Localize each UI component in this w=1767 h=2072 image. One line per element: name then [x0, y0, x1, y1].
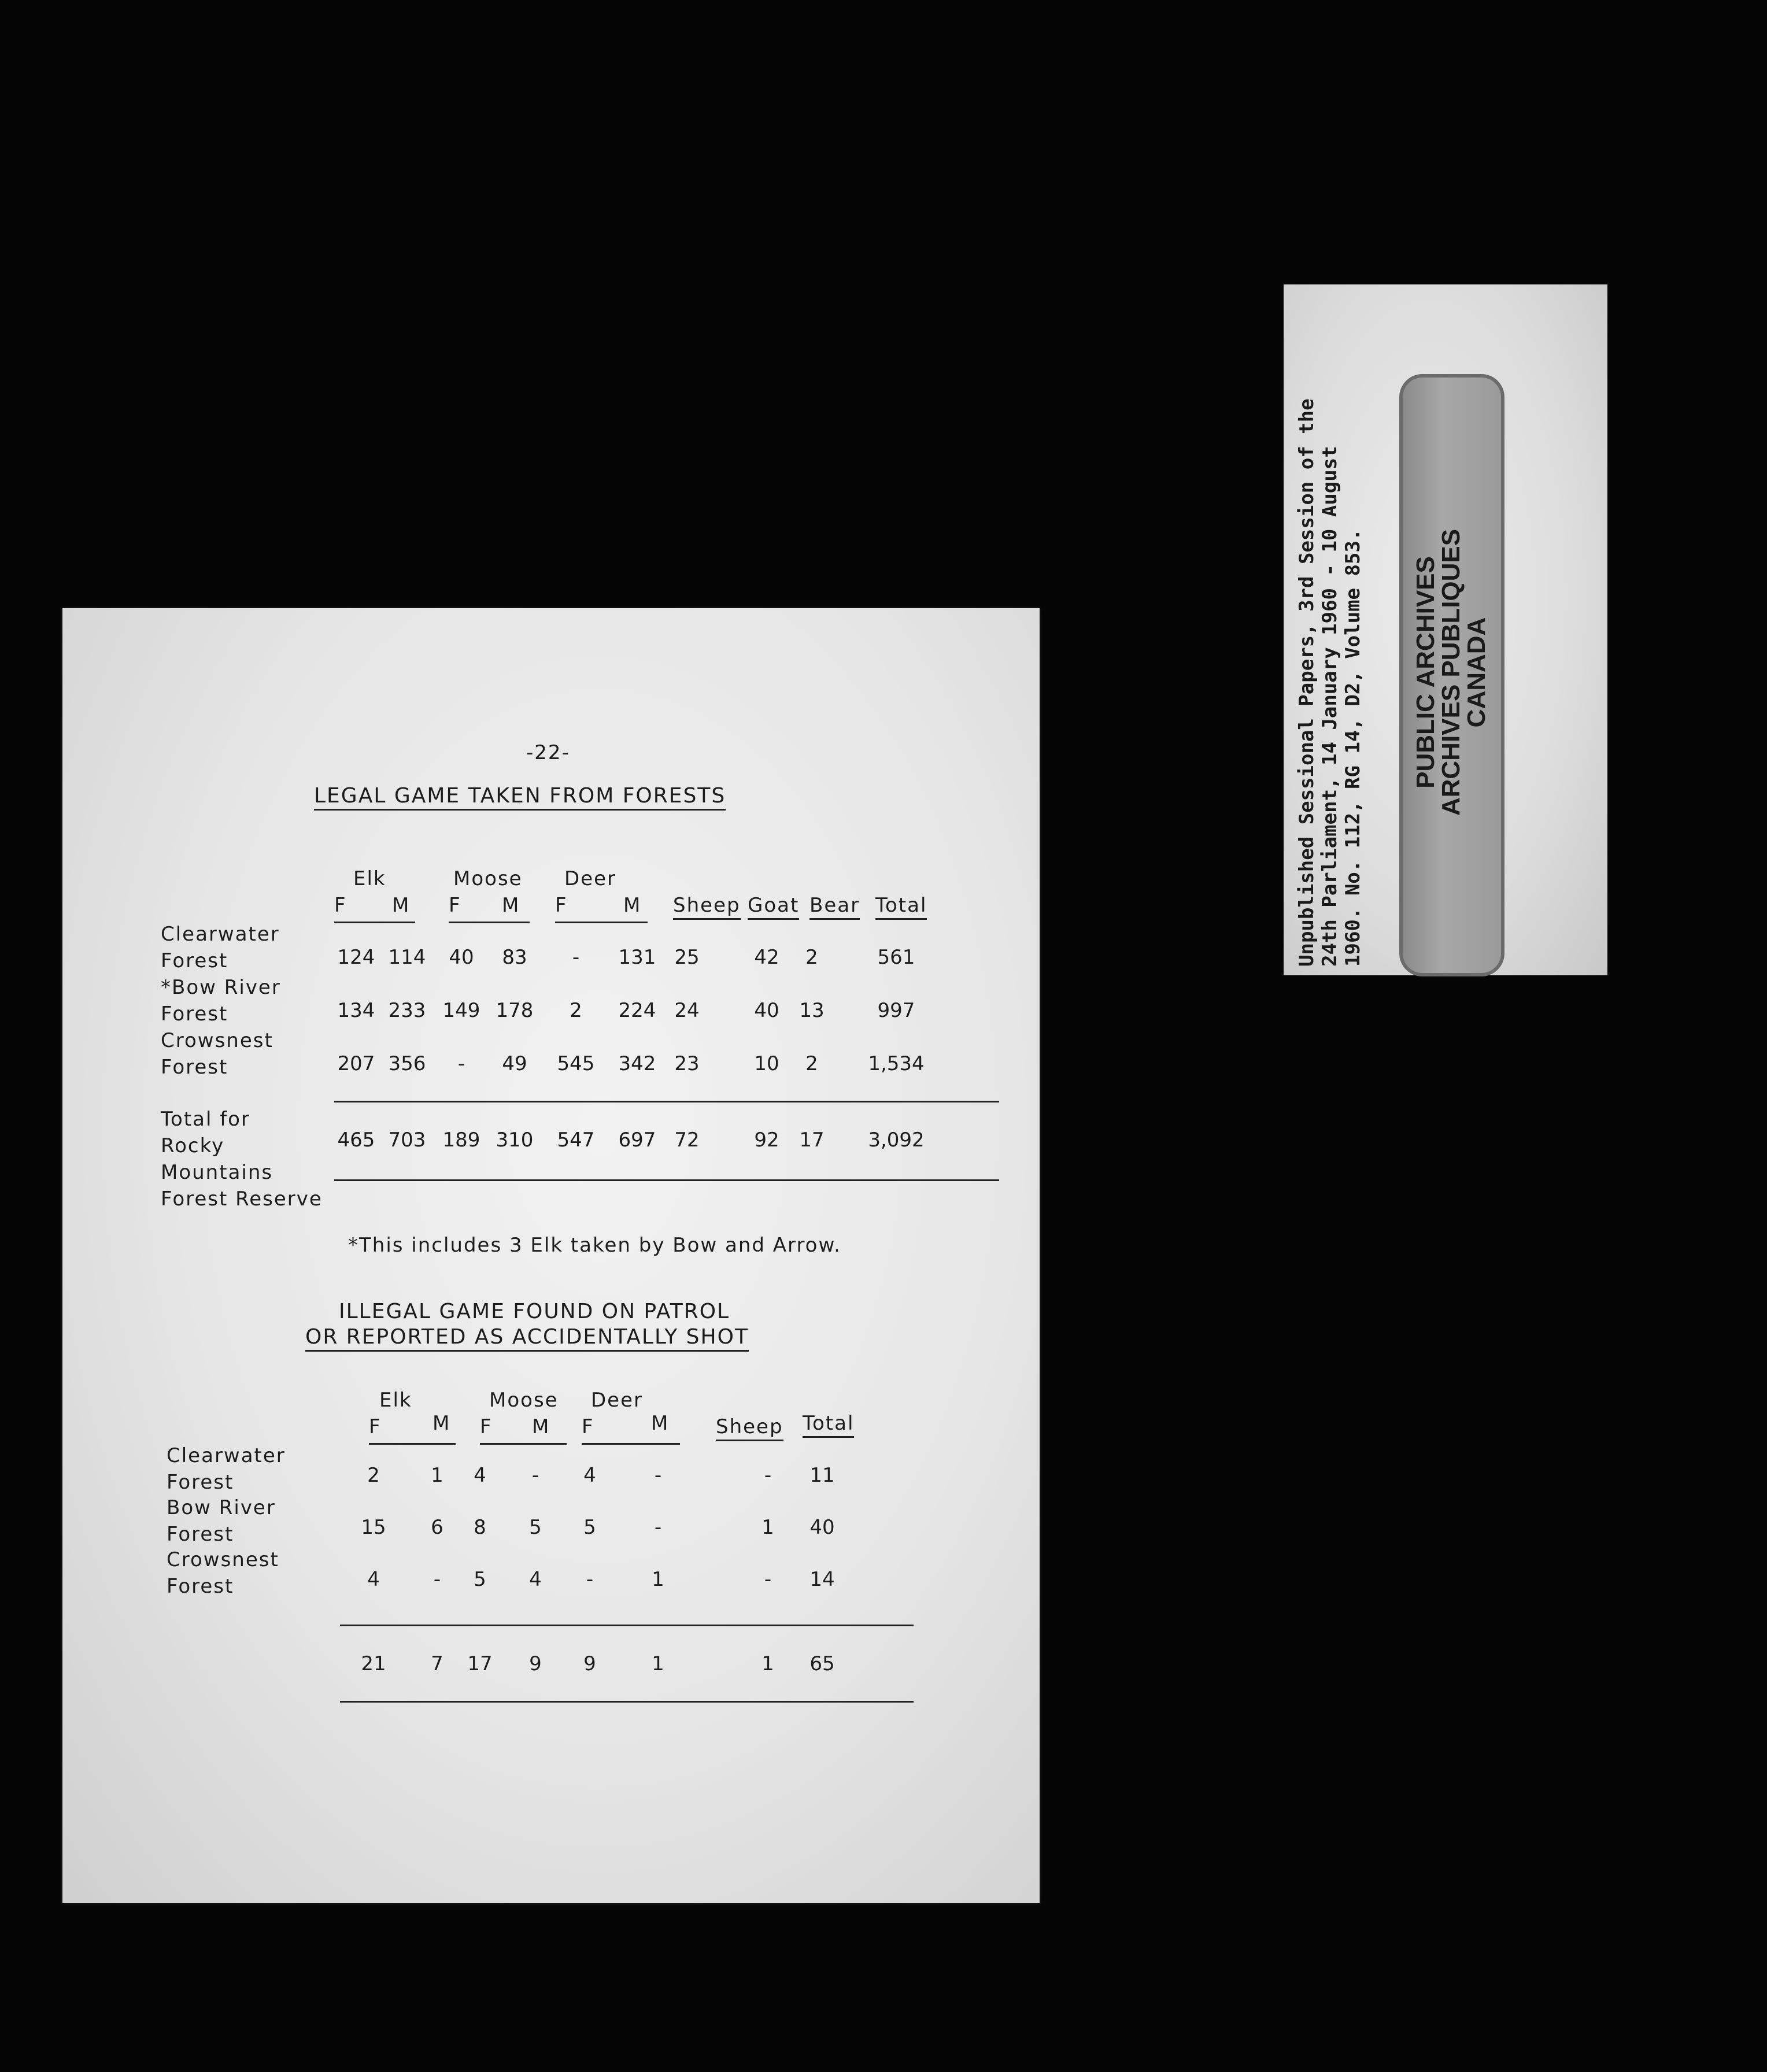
legal-cell: 233 [388, 999, 426, 1022]
legal-cell: 561 [877, 946, 915, 969]
legal-total-cell: 92 [754, 1128, 779, 1152]
legal-subhead-deer-f: F [555, 894, 568, 917]
legal-cell: 83 [502, 946, 527, 969]
illegal-cell: 5 [474, 1568, 486, 1591]
archive-label-card [1284, 284, 1607, 975]
legal-cell: 114 [388, 946, 426, 969]
legal-cell: 25 [674, 946, 700, 969]
stamp-line: PUBLIC ARCHIVES [1411, 556, 1440, 789]
illegal-row-label: Forest [167, 1575, 234, 1598]
illegal-total-rule [340, 1701, 914, 1703]
illegal-cell: 6 [431, 1516, 443, 1539]
legal-subtotal-rule [334, 1101, 999, 1102]
legal-total-cell: 17 [799, 1128, 825, 1152]
legal-subhead-sheep: Sheep [673, 894, 741, 920]
illegal-cell: 15 [361, 1516, 386, 1539]
page-number: -22- [526, 741, 570, 764]
legal-row-label: Forest [161, 1056, 228, 1079]
legal-cell: 24 [674, 999, 700, 1022]
illegal-cell: 8 [474, 1516, 486, 1539]
legal-total-label-2: Rocky [161, 1134, 225, 1157]
legal-subhead-elk-m: M [392, 894, 411, 917]
legal-subhead-elk-f: F [334, 894, 347, 917]
legal-cell: 134 [337, 999, 375, 1022]
illegal-cell: 5 [529, 1516, 542, 1539]
archive-stamp [1399, 374, 1504, 976]
legal-total-cell: 310 [496, 1128, 534, 1152]
illegal-subhead-deer-m: M [651, 1412, 670, 1435]
legal-subhead-goat: Goat [748, 894, 799, 920]
legal-cell: 124 [337, 946, 375, 969]
illegal-cell: - [586, 1568, 594, 1591]
stamp-line: CANADA [1462, 617, 1491, 728]
legal-subhead-deer-m: M [623, 894, 642, 917]
illegal-row-label: Crowsnest [167, 1548, 279, 1571]
legal-total-label-1: Total for [161, 1108, 250, 1131]
legal-cell: 2 [805, 946, 818, 969]
legal-cell: 149 [442, 999, 480, 1022]
illegal-total-cell: 21 [361, 1652, 386, 1675]
legal-group-deer: Deer [564, 867, 616, 890]
archive-citation-line: 24th Parliament, 14 January 1960 - 10 August [1318, 446, 1341, 967]
legal-cell: 342 [618, 1052, 656, 1075]
legal-cell: 224 [618, 999, 656, 1022]
illegal-cell: 2 [367, 1464, 380, 1487]
legal-total-cell: 3,092 [868, 1128, 925, 1152]
illegal-subhead-moose-f: F [480, 1415, 493, 1438]
illegal-subtotal-rule [340, 1625, 914, 1626]
legal-elk-underline [334, 922, 415, 923]
illegal-subhead-elk-f: F [369, 1415, 382, 1438]
legal-row-label: Forest [161, 1002, 228, 1026]
illegal-cell: 14 [809, 1568, 835, 1591]
illegal-cell: - [764, 1464, 772, 1487]
legal-subhead-moose-f: F [449, 894, 461, 917]
archive-citation-line: Unpublished Sessional Papers, 3rd Session of the [1295, 398, 1318, 967]
legal-cell: - [457, 1052, 465, 1075]
legal-cell: 13 [799, 999, 825, 1022]
illegal-cell: 4 [529, 1568, 542, 1591]
document-page [62, 608, 1040, 1903]
illegal-cell: 4 [474, 1464, 486, 1487]
legal-cell: 40 [754, 999, 779, 1022]
legal-total-cell: 465 [337, 1128, 375, 1152]
legal-total-cell: 189 [442, 1128, 480, 1152]
illegal-cell: 1 [652, 1568, 664, 1591]
illegal-cell: - [764, 1568, 772, 1591]
illegal-moose-underline [480, 1443, 567, 1445]
legal-group-elk: Elk [353, 867, 386, 890]
legal-cell: 40 [449, 946, 474, 969]
legal-cell: 1,534 [868, 1052, 925, 1075]
illegal-subhead-total: Total [803, 1412, 854, 1438]
illegal-total-cell: 9 [529, 1652, 542, 1675]
illegal-cell: 4 [583, 1464, 596, 1487]
legal-cell: 2 [805, 1052, 818, 1075]
legal-total-cell: 697 [618, 1128, 656, 1152]
legal-total-rule [334, 1179, 999, 1181]
illegal-subhead-deer-f: F [582, 1415, 594, 1438]
illegal-title-line1: ILLEGAL GAME FOUND ON PATROL [339, 1300, 730, 1323]
legal-cell: 131 [618, 946, 656, 969]
illegal-total-cell: 7 [431, 1652, 443, 1675]
legal-cell: 356 [388, 1052, 426, 1075]
legal-cell: 49 [502, 1052, 527, 1075]
illegal-cell: - [433, 1568, 441, 1591]
illegal-total-cell: 17 [467, 1652, 493, 1675]
illegal-deer-underline [582, 1443, 680, 1445]
legal-total-cell: 547 [557, 1128, 595, 1152]
illegal-cell: 1 [761, 1516, 774, 1539]
illegal-cell: - [654, 1516, 662, 1539]
illegal-subhead-moose-m: M [532, 1415, 550, 1438]
legal-row-label: *Bow River [161, 976, 281, 999]
legal-row-label: Crowsnest [161, 1029, 273, 1052]
legal-deer-underline [555, 922, 648, 923]
legal-subhead-total: Total [875, 894, 927, 920]
illegal-total-cell: 9 [583, 1652, 596, 1675]
illegal-total-cell: 65 [809, 1652, 835, 1675]
legal-row-label: Clearwater [161, 923, 280, 946]
illegal-group-moose: Moose [489, 1389, 559, 1412]
illegal-elk-underline [369, 1443, 456, 1445]
illegal-group-elk: Elk [379, 1389, 412, 1412]
illegal-cell: 5 [583, 1516, 596, 1539]
legal-group-moose: Moose [453, 867, 523, 890]
archive-citation [1295, 290, 1365, 967]
illegal-subhead-sheep: Sheep [716, 1415, 783, 1441]
illegal-row-label: Clearwater [167, 1444, 286, 1467]
legal-cell: - [572, 946, 580, 969]
archive-citation-line: 1960. No. 112, RG 14, D2, Volume 853. [1341, 528, 1365, 967]
legal-footnote: *This includes 3 Elk taken by Bow and Arrow. [348, 1234, 841, 1257]
illegal-row-label: Forest [167, 1471, 234, 1494]
legal-title: LEGAL GAME TAKEN FROM FORESTS [314, 784, 726, 811]
legal-total-label-4: Forest Reserve [161, 1187, 323, 1211]
legal-cell: 23 [674, 1052, 700, 1075]
legal-cell: 178 [496, 999, 534, 1022]
stamp-line: ARCHIVES PUBLIQUES [1437, 528, 1465, 816]
legal-total-cell: 703 [388, 1128, 426, 1152]
illegal-cell: - [531, 1464, 539, 1487]
illegal-cell: - [654, 1464, 662, 1487]
legal-row-label: Forest [161, 949, 228, 972]
legal-total-cell: 72 [674, 1128, 700, 1152]
illegal-row-label: Bow River [167, 1496, 276, 1519]
legal-moose-underline [449, 922, 530, 923]
legal-cell: 10 [754, 1052, 779, 1075]
legal-cell: 2 [570, 999, 582, 1022]
illegal-title-line2: OR REPORTED AS ACCIDENTALLY SHOT [305, 1325, 749, 1352]
illegal-cell: 1 [431, 1464, 443, 1487]
legal-cell: 997 [877, 999, 915, 1022]
legal-total-label-3: Mountains [161, 1161, 273, 1184]
legal-cell: 207 [337, 1052, 375, 1075]
illegal-total-cell: 1 [761, 1652, 774, 1675]
illegal-total-cell: 1 [652, 1652, 664, 1675]
illegal-row-label: Forest [167, 1523, 234, 1546]
illegal-group-deer: Deer [591, 1389, 643, 1412]
legal-cell: 545 [557, 1052, 595, 1075]
illegal-subhead-elk-m: M [432, 1412, 451, 1435]
illegal-cell: 4 [367, 1568, 380, 1591]
illegal-cell: 40 [809, 1516, 835, 1539]
legal-subhead-moose-m: M [502, 894, 520, 917]
legal-subhead-bear: Bear [809, 894, 860, 920]
legal-cell: 42 [754, 946, 779, 969]
illegal-cell: 11 [809, 1464, 835, 1487]
